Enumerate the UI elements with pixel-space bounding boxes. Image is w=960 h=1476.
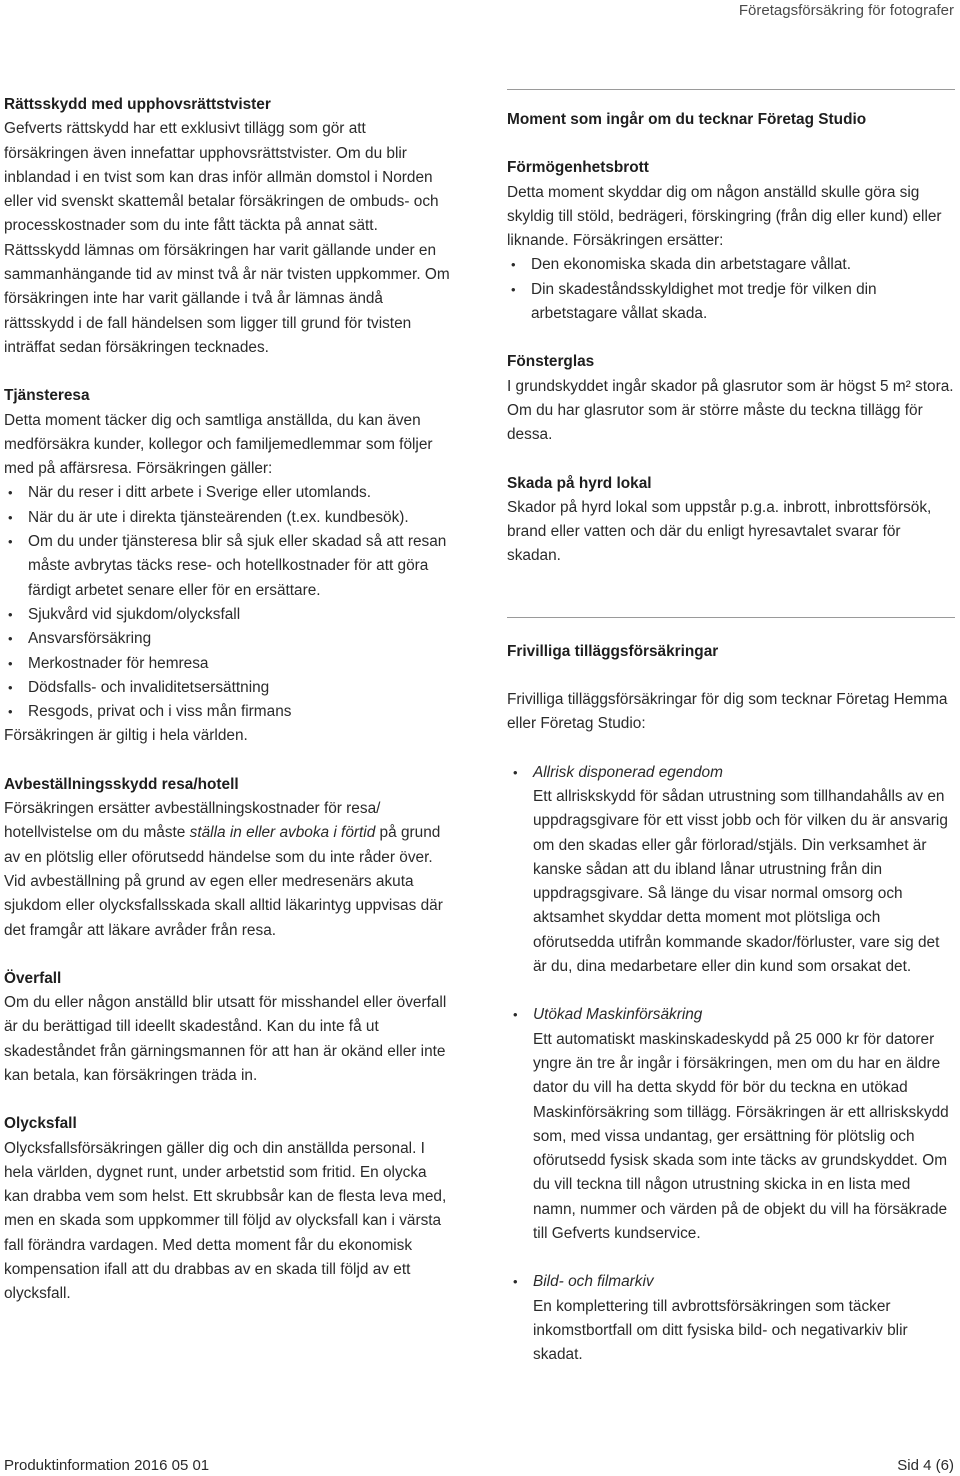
paragraph-frivilliga-intro: Frivilliga tilläggsförsäkringar för dig som tecknar Företag Hemma eller Företag Studio: (507, 691, 948, 733)
list-item (507, 761, 955, 980)
list-item: • Om du under tjänsteresa blir så sjuk eller skadad så att resan måste avbrytas täcks rese- och hotellkostnader för att göra färdigt arbetet senare eller för en ersättare. (4, 530, 452, 603)
left-column (4, 93, 452, 1307)
avbestallning-text-before: Försäkringen ersätter avbeställningskostnader för resa/ hotellvistelse om du måste (4, 800, 381, 842)
addon-title: • Allrisk disponerad egendom (533, 763, 723, 781)
heading-moment-studio: Moment som ingår om du tecknar Företag Studio (507, 111, 867, 128)
section-avbestallning (4, 773, 452, 943)
paragraph-rattsskydd-2: Rättsskydd lämnas om försäkringen har varit gällande under en sammanhängande tid av minst två år när tvisten uppkommer. Om försäkringen inte har varit gällande i två år lämnas ändå rättsskydd i de fall händelsen som ligger till grund för tvisten inträffat sedan försäkringen tecknades. (4, 241, 450, 356)
heading-overfall: Överfall (4, 969, 62, 987)
heading-tjansteresa: Tjänsteresa (4, 387, 90, 405)
section-olycksfall (4, 1112, 452, 1306)
paragraph-overfall: Om du eller någon anställd blir utsatt för misshandel eller överfall är du berättigad till ideellt skadestånd. Kan du inte få ut skadeståndet från gärningsmannen för att han är okänd eller inte kan betala, kan försäkringen träda in. (4, 994, 447, 1084)
list-item: • Merkostnader för hemresa (4, 652, 452, 676)
section-frivilliga (507, 640, 955, 1368)
avbestallning-text-after: på grund av en plötslig eller oförutsedd händelse som du inte råder över. Vid avbeställning på grund av egen eller medresenärs akuta sjukdom eller olycksfallsskada skall alltid läkarintyg uppvisas där det framgår att läkare avråder från resa. (4, 824, 443, 939)
list-item: • Dödsfalls- och invaliditetsersättning (4, 676, 452, 700)
paragraph-tjansteresa-closing: Försäkringen är giltig i hela världen. (4, 727, 248, 745)
list-tjansteresa (4, 481, 452, 724)
paragraph-olycksfall: Olycksfallsförsäkringen gäller dig och din anställda personal. I hela världen, dygnet runt, under arbetstid som fritid. En olycka kan drabba vem som helst. Ett skrubbsår kan de flesta leva med, men en skada som uppkommer till följd av olycksfall kan i värsta fall förändra vardagen. Med detta moment får du ekonomisk kompensation ifall att du drabbas av en skada till följd av ett olycksfall. (4, 1139, 447, 1303)
right-column (507, 108, 955, 1391)
addon-text: Ett allriskskydd för sådan utrustning som tillhandahålls av en uppdragsgivare för ett visst jobb och för vilken du är ansvarig om den skadas eller går förlorad/stjäls. Din verksamhet är kanske sådan att du ibland lånar utrustning från din uppdragsgivare. Så länge du visar normal omsorg och aktsamhet skyddar detta moment mot plötsliga och oförutsedda utifrån kommande skador/förluster, vare sig det är du, dina medarbetare eller din kund som orsakat det. (533, 787, 948, 976)
list-item: • Resgods, privat och i viss mån firmans (4, 700, 452, 724)
heading-avbestallning: Avbeställningsskydd resa/hotell (4, 775, 239, 793)
section-formogenhetsbrott (507, 156, 955, 326)
list-item: • Din skadeståndsskyldighet mot tredje för vilken din arbetstagare vållat skada. (507, 278, 955, 327)
section-fonsterglas (507, 350, 955, 447)
addon-text: En komplettering till avbrottsförsäkringen som täcker inkomstbortfall om ditt fysiska bild- och negativarkiv blir skadat. (533, 1297, 908, 1364)
running-header-title: Företagsförsäkring för fotografer (738, 2, 954, 19)
addon-text: Ett automatiskt maskinskadeskydd på 25 000 kr för datorer yngre än tre år ingår i försäkringen, men om du har en äldre dator du vill ha detta skydd för bör du teckna en utökad Maskinförsäkring som tillägg. Försäkringen är ett allriskskydd som, med vissa undantag, ger ersättning för plötslig och oförutsedd fysisk skada som inte täcks av grundskyddet. Om du vill teckna till någon utrustning skicka in en lista med namn, nummer och värden på de objekt du vill ha försäkrade till Gefverts kundservice. (533, 1030, 949, 1242)
paragraph-avbestallning (4, 797, 452, 943)
list-item: • Ansvarsförsäkring (4, 627, 452, 651)
section-overfall (4, 967, 452, 1088)
heading-olycksfall: Olycksfall (4, 1115, 77, 1133)
avbestallning-italic: ställa in eller avboka i förtid (189, 824, 376, 842)
heading-formogenhetsbrott: Förmögenhetsbrott (507, 159, 649, 177)
paragraph-tjansteresa: Detta moment täcker dig och samtliga anställda, du kan även medförsäkra kunder, kollegor och familjemedlemmar som följer med på affärsresa. Försäkringen gäller: (4, 411, 433, 478)
addon-title: • Bild- och filmarkiv (533, 1273, 654, 1291)
section-tjansteresa (4, 384, 452, 748)
list-item: • Sjukvård vid sjukdom/olycksfall (4, 603, 452, 627)
footer-page-number: Sid 4 (6) (897, 1457, 954, 1474)
section-divider-rule (507, 617, 955, 618)
list-item: • När du reser i ditt arbete i Sverige eller utomlands. (4, 481, 452, 505)
paragraph-formogenhetsbrott: Detta moment skyddar dig om någon anställd skulle göra sig skyldig till stöld, bedrägeri, förskingring (från dig eller kund) eller liknande. Försäkringen ersätter: (507, 183, 942, 250)
footer-product-info: Produktinformation 2016 05 01 (4, 1457, 210, 1474)
heading-rattsskydd: Rättsskydd med upphovsrättstvister (4, 96, 271, 113)
addon-title: • Utökad Maskinförsäkring (533, 1006, 703, 1024)
list-item (507, 1003, 955, 1246)
list-item: • Den ekonomiska skada din arbetstagare vållat. (507, 253, 955, 277)
section-rattsskydd (4, 93, 452, 360)
paragraph-rattsskydd-1: Gefverts rättskydd har ett exklusivt tillägg som gör att försäkringen även innefattar upphovsrättstvister. Om du blir inblandad i en tvist som kan dras inför allmän domstol i Norden eller vid svenskt skattemål betalar försäkringen de ombuds- och processkostnader som du inte fått täckta på annat sätt. (4, 120, 439, 235)
paragraph-fonsterglas: I grundskyddet ingår skador på glasrutor som är högst 5 m² stora. Om du har glasrutor som är större måste du teckna tillägg för dessa. (507, 377, 954, 444)
heading-hyrd-lokal: Skada på hyrd lokal (507, 474, 652, 492)
heading-frivilliga: Frivilliga tilläggsförsäkringar (507, 642, 719, 660)
top-rule-right (507, 89, 955, 90)
list-item (507, 1270, 955, 1367)
list-item: • När du är ute i direkta tjänsteärenden (t.ex. kundbesök). (4, 506, 452, 530)
heading-fonsterglas: Fönsterglas (507, 353, 595, 371)
list-formogenhetsbrott (507, 253, 955, 326)
list-frivilliga (507, 761, 955, 1368)
section-hyrd-lokal (507, 472, 955, 569)
paragraph-hyrd-lokal: Skador på hyrd lokal som uppstår p.g.a. inbrott, inbrottsförsök, brand eller vatten och där du enligt hyresavtalet svarar för skadan. (507, 498, 932, 565)
